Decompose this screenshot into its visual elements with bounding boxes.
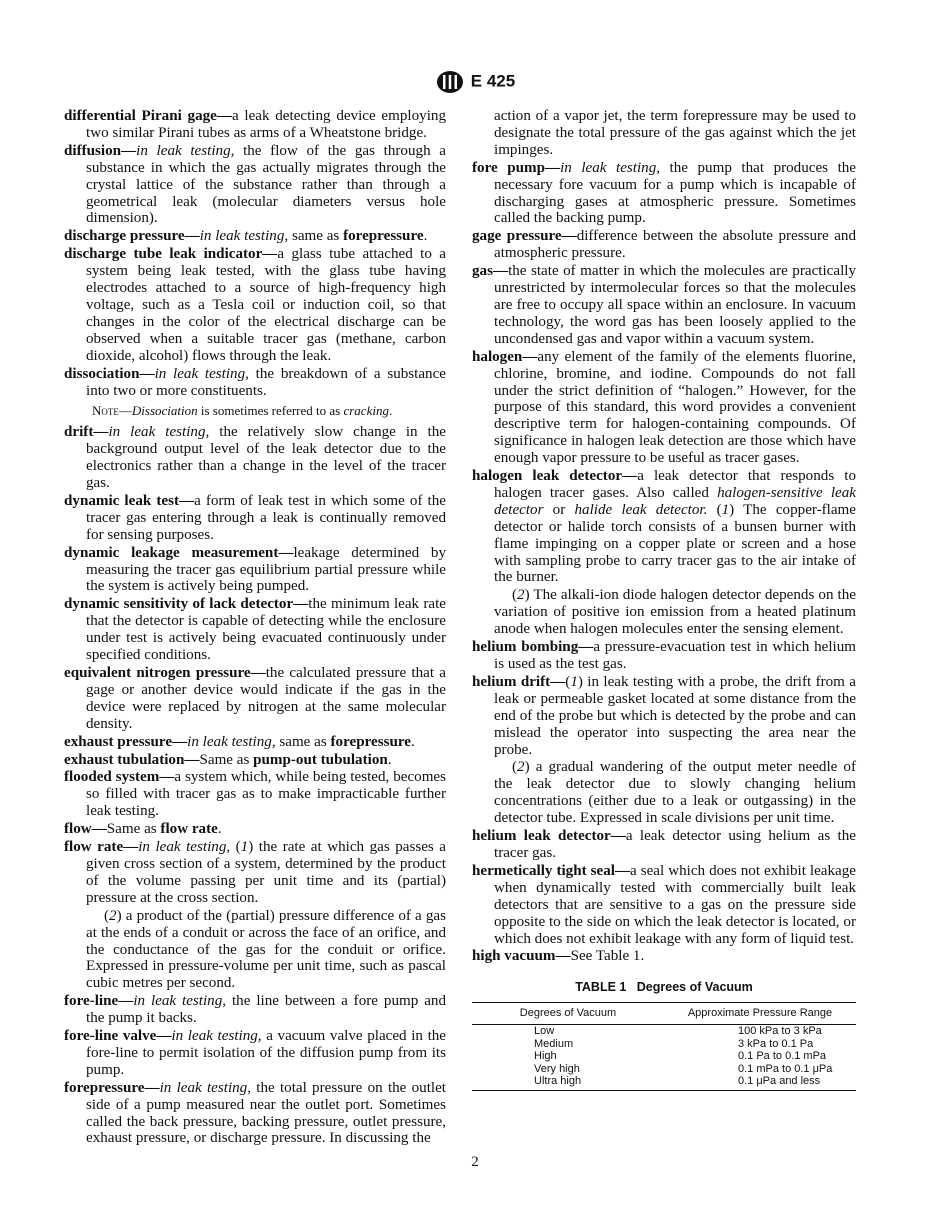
definition-fore-line-valve: fore-line valve—in leak testing, a vacuum valve placed in the fore-line to permit isolation of the diffusion pump from its pump.	[64, 1028, 447, 1078]
table-header-approximate-pressure-range: Approximate Pressure Range	[664, 1003, 856, 1025]
pressure-range-cell: 0.1 mPa to 0.1 μPa	[738, 1062, 833, 1075]
definition-dynamic-sensitivity-of-lack-detector: dynamic sensitivity of lack detector—the minimum leak rate that the detector is capable of detecting while the enclosure under test is actively being evacuated continuously under specified conditions.	[64, 596, 446, 664]
definition-flow: flow—Same as flow rate.	[64, 821, 222, 838]
pressure-range-cell: 0.1 Pa to 0.1 mPa	[738, 1050, 827, 1063]
definition-dynamic-leakage-measurement: dynamic leakage measurement—leakage determined by measuring the tracer gas equilibrium partial pressure while the system is actively being pumped.	[64, 544, 446, 595]
pressure-range-cell: 3 kPa to 0.1 Pa	[738, 1037, 814, 1050]
definition-helium-bombing: helium bombing—a pressure-evacuation test in which helium is used as the test gas.	[472, 639, 856, 672]
definition-exhaust-tubulation: exhaust tubulation—Same as pump-out tubulation.	[64, 751, 392, 768]
definition-flow-rate: flow rate—in leak testing, (1) the rate at which gas passes a given cross section of a system, determined by the product of the volume passing per unit time and its (partial) pressure at the cross section.	[64, 839, 446, 906]
astm-logo-icon	[435, 70, 465, 94]
dissociation-note: Note—Dissociation is sometimes referred to as cracking.	[92, 403, 393, 419]
definition-equivalent-nitrogen-pressure: equivalent nitrogen pressure—the calculated pressure that a gage or another device would indicate if the gas in the device were replaced by nitrogen at the same molecular density.	[64, 665, 446, 732]
definition-exhaust-pressure: exhaust pressure—in leak testing, same as forepressure.	[64, 733, 415, 750]
definition-diffusion: diffusion—in leak testing, the flow of the gas through a substance in which the gas actually migrates through the crystal lattice of the substance rather than through a geometrical leak (molecular diameters versus hole dimension).	[64, 142, 446, 227]
flow-rate-part-2: (2) a product of the (partial) pressure difference of a gas at the ends of a conduit or across the face of an orifice, and the conductance of the gas for the conduit or orifice. Expressed in pressure-volume per unit time, such as pascal cubic metres per second.	[86, 907, 446, 992]
definition-gas: gas—the state of matter in which the molecules are practically unrestricted by intermolecular forces so that the molecules are free to occupy all space within an enclosure. In vacuum technology, the word gas has been loosely applied to the uncondensed gas and vapor within a vacuum system.	[472, 263, 856, 347]
definition-hermetically-tight-seal: hermetically tight seal—a seal which does not exhibit leakage when dynamically tested with commercially built leak detectors that are sensitive to a gas on the pressure side opposite to the side on which the leak detector is located, or which does not exhibit leakage with any form of liquid test.	[472, 862, 856, 947]
right-column	[472, 108, 856, 1091]
definition-dynamic-leak-test: dynamic leak test—a form of leak test in which some of the tracer gas entering through a leak is continually removed for sensing purposes.	[64, 492, 446, 543]
helium-drift-part-2: (2) a gradual wandering of the output meter needle of the leak detector due to slowly changing helium concentrations (either due to a leak or outgassing) in the detector tube. Expressed in scale divisions per unit time.	[494, 759, 856, 827]
definition-fore-line: fore-line—in leak testing, the line between a fore pump and the pump it backs.	[64, 993, 446, 1027]
definition-halogen-leak-detector: halogen leak detector—a leak detector that responds to halogen tracer gases. Also called halogen-sensitive leak detector or halide leak detector. (1) The copper-flame detector or halide torch consists of a bunsen burner with flame impinging on a copper plate or screen and a hose with sampling probe to carry tracer gas to the air intake of the burner.	[472, 468, 856, 586]
definition-discharge-tube-leak-indicator: discharge tube leak indicator—a glass tube attached to a system being leak tested, with the glass tube having electrodes attached to a source of high-frequency high voltage, such as a Tesla coil or induction coil, so that changes in the color of the electrical discharge can be observed when a suitable tracer gas (methane, carbon dioxide, alcohol) flows through the leak.	[64, 246, 446, 364]
definition-flooded-system: flooded system—a system which, while being tested, becomes so filled with tracer gas as to make impracticable further leak testing.	[64, 769, 447, 820]
vacuum-degree-cell: Ultra high	[472, 1075, 664, 1090]
left-column	[64, 108, 446, 1148]
table-header-degrees-of-vacuum: Degrees of Vacuum	[472, 1003, 664, 1025]
pressure-range-cell: 100 kPa to 3 kPa	[738, 1025, 822, 1038]
table-row	[472, 1063, 856, 1076]
table-title: TABLE 1 Degrees of Vacuum	[575, 980, 753, 995]
table-row	[472, 1025, 856, 1038]
definition-discharge-pressure: discharge pressure—in leak testing, same as forepressure.	[64, 228, 428, 245]
forepressure-continuation: action of a vapor jet, the term forepressure may be used to designate the total pressure of the gas against which the jet impinges.	[494, 108, 856, 158]
definition-dissociation: dissociation—in leak testing, the breakdown of a substance into two or more constituents.	[64, 365, 446, 399]
definition-high-vacuum: high vacuum—See Table 1.	[472, 948, 645, 965]
vacuum-degree-cell: High	[534, 1050, 557, 1063]
definition-differential-pirani-gage: differential Pirani gage—a leak detecting device employing two similar Pirani tubes as arms of a Wheatstone bridge.	[64, 108, 446, 141]
vacuum-degree-cell: Very high	[534, 1062, 580, 1075]
page-number: 2	[471, 1154, 479, 1170]
pressure-range-cell: 0.1 μPa and less	[664, 1075, 856, 1090]
page-header	[0, 70, 950, 94]
definition-helium-drift: helium drift—(1) in leak testing with a probe, the drift from a leak or permeable gasket located at some distance from the end of the probe but which is detected by the probe and can mislead the operator into suspecting the area near the probe.	[472, 673, 856, 758]
definition-forepressure: forepressure—in leak testing, the total pressure on the outlet side of a pump measured near the outlet port. Sometimes called the back pressure, backing pressure, outlet pressure, exhaust pressure, or discharge pressure. In discussing the	[64, 1079, 447, 1147]
table-row	[472, 1038, 856, 1051]
halogen-leak-detector-part-2: (2) The alkali-ion diode halogen detector depends on the variation of positive ion emission from a heated platinum anode when halogen molecules enter the sensing element.	[494, 587, 856, 638]
definition-halogen: halogen—any element of the family of the elements fluorine, chlorine, bromine, and iodine. Compounds do not fall under the strict definition of “halogen.” However, for the purpose of this standard, this word provides a convenient descriptive term for halogen-containing compounds. Of significance in halogen leak detection are those which have enough vapor pressure to be useful as tracer gases.	[472, 348, 856, 467]
degrees-of-vacuum-table	[472, 1002, 856, 1090]
vacuum-degree-cell: Medium	[534, 1037, 574, 1050]
vacuum-degree-cell: Low	[534, 1025, 555, 1038]
definition-fore-pump: fore pump—in leak testing, the pump that produces the necessary fore vacuum for a pump which is incapable of discharging gases at atmospheric pressure. Sometimes called the backing pump.	[472, 159, 857, 227]
definition-helium-leak-detector: helium leak detector—a leak detector using helium as the tracer gas.	[472, 828, 856, 861]
definition-drift: drift—in leak testing, the relatively slow change in the background output level of the leak detector due to the electronics rather than a change in the level of the tracer gas.	[64, 424, 446, 492]
standard-designation: E 425	[470, 71, 516, 91]
definition-gage-pressure: gage pressure—difference between the absolute pressure and atmospheric pressure.	[472, 228, 856, 262]
table-row	[472, 1075, 856, 1090]
table-row	[472, 1050, 856, 1063]
